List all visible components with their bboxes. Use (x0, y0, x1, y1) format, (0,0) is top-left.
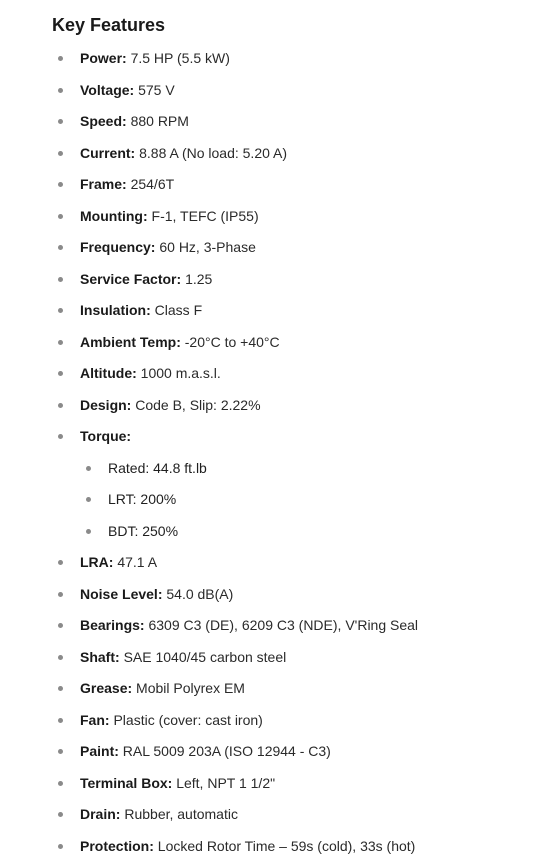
item-label: LRA: (80, 554, 114, 570)
item-value: 1000 m.a.s.l. (140, 365, 221, 381)
list-item-altitude (52, 358, 539, 390)
item-value: F-1, TEFC (IP55) (151, 207, 259, 224)
item-label: Ambient Temp: (80, 333, 181, 350)
item-label: Altitude: (80, 365, 137, 381)
list-item-grease (52, 673, 539, 705)
item-value: 54.0 dB(A) (166, 585, 234, 602)
item-label: Bearings: (80, 617, 145, 633)
list-item-insulation (52, 295, 539, 327)
item-label: Voltage: (80, 81, 135, 98)
item-value: Rubber, automatic (124, 806, 238, 822)
list-item-design (52, 390, 539, 422)
item-label: Torque: (80, 428, 132, 444)
item-value: Plastic (cover: cast iron) (113, 711, 263, 728)
list-item-lra (52, 547, 539, 579)
list-item-drain (52, 799, 539, 831)
list-item-torque (52, 421, 539, 547)
list-item-paint (52, 736, 539, 768)
item-label: Paint: (80, 743, 119, 759)
item-label: Terminal Box: (80, 774, 173, 791)
item-value: SAE 1040/45 carbon steel (123, 648, 287, 665)
item-value: 60 Hz, 3-Phase (159, 239, 256, 255)
item-label: Frame: (80, 176, 127, 192)
item-value: 880 RPM (130, 113, 189, 129)
item-label: Speed: (80, 113, 127, 129)
sublist-item: BDT: 250% (80, 516, 539, 548)
item-label: Power: (80, 50, 127, 66)
item-label: Grease: (80, 680, 133, 696)
list-item-bearings (52, 610, 539, 642)
section-heading: Key Features (52, 15, 166, 35)
item-value: Mobil Polyrex EM (136, 680, 245, 696)
item-value: RAL 5009 203A (ISO 12944 - C3) (122, 743, 331, 759)
list-item-frame (52, 169, 539, 201)
list-item-mounting (52, 201, 539, 233)
list-item-ambient-temp (52, 327, 539, 359)
item-label: Shaft: (80, 648, 120, 665)
item-value: Class F (154, 302, 203, 318)
sublist-item: Rated: 44.8 ft.lb (80, 453, 539, 485)
list-item-frequency (52, 232, 539, 264)
item-label: Noise Level: (80, 585, 163, 602)
list-item-voltage (52, 75, 539, 107)
list-item-power (52, 43, 539, 75)
item-label: Frequency: (80, 239, 156, 255)
item-value: 254/6T (130, 176, 175, 192)
list-item-terminal-box (52, 768, 539, 800)
list-item-shaft (52, 642, 539, 674)
item-value: 1.25 (185, 270, 213, 287)
item-value: Locked Rotor Time – 59s (cold), 33s (hot) (157, 837, 416, 854)
item-value: 8.88 A (No load: 5.20 A) (139, 144, 288, 161)
item-value: 47.1 A (117, 554, 158, 570)
document-content (52, 12, 539, 862)
list-item-protection (52, 831, 539, 863)
item-label: Fan: (80, 711, 110, 728)
item-value: 7.5 HP (5.5 kW) (130, 50, 230, 66)
sublist-item: LRT: 200% (80, 484, 539, 516)
item-label: Protection: (80, 837, 154, 854)
item-label: Design: (80, 396, 132, 413)
item-label: Current: (80, 144, 136, 161)
feature-list (52, 43, 539, 862)
item-value: 575 V (138, 81, 175, 98)
item-label: Drain: (80, 806, 121, 822)
item-value: Left, NPT 1 1/2" (176, 774, 276, 791)
list-item-fan (52, 705, 539, 737)
torque-sublist (80, 453, 539, 548)
item-label: Insulation: (80, 302, 151, 318)
item-label: Mounting: (80, 207, 148, 224)
list-item-speed (52, 106, 539, 138)
list-item-current (52, 138, 539, 170)
list-item-service-factor (52, 264, 539, 296)
item-value: Code B, Slip: 2.22% (135, 396, 261, 413)
list-item-noise-level (52, 579, 539, 611)
item-value: 6309 C3 (DE), 6209 C3 (NDE), V'Ring Seal (148, 617, 419, 633)
item-value: -20°C to +40°C (184, 333, 280, 350)
item-label: Service Factor: (80, 270, 182, 287)
